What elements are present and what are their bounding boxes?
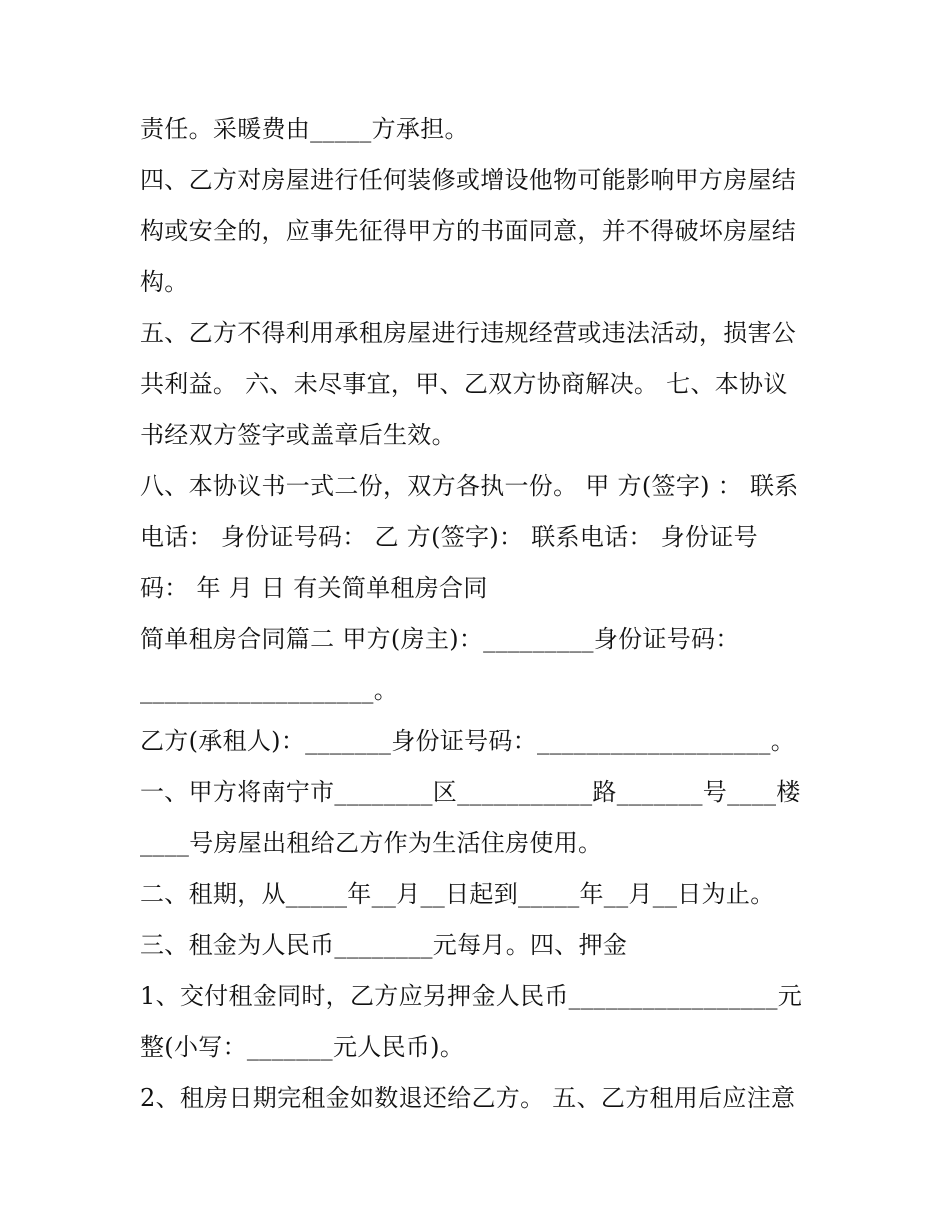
text-line: 1、交付租金同时，乙方应另押金人民币_________________元 [140, 982, 803, 1010]
text-line: 构或安全的，应事先征得甲方的书面同意，并不得破坏房屋结 [140, 217, 797, 245]
text-line: 电话： 身份证号码： 乙 方(签字)： 联系电话： 身份证号 [140, 523, 758, 551]
text-line: 整(小写：_______元人民币)。 [140, 1033, 465, 1061]
text-line: 乙方(承租人)：_______身份证号码：___________________。 [140, 727, 796, 755]
text-line: 码： 年 月 日 有关简单租房合同 [140, 574, 488, 602]
text-line: 一、甲方将南宁市________区___________路_______号____楼 [140, 778, 801, 806]
text-line: 责任。采暖费由_____方承担。 [140, 115, 469, 143]
text-line: 八、本协议书一式二份，双方各执一份。 甲 方(签字) ： 联系 [140, 472, 799, 500]
text-line: 2、租房日期完租金如数退还给乙方。 五、乙方租用后应注意 [140, 1084, 796, 1112]
text-line: 五、乙方不得利用承租房屋进行违规经营或违法活动，损害公 [140, 319, 797, 347]
text-line: 书经双方签字或盖章后生效。 [140, 421, 456, 449]
text-line: 三、租金为人民币________元每月。四、押金 [140, 931, 628, 959]
text-line: 构。 [140, 268, 189, 296]
text-line: ___________________。 [140, 676, 398, 704]
text-line: 共利益。 六、未尽事宜，甲、乙双方协商解决。 七、本协议 [140, 370, 788, 398]
text-line: 四、乙方对房屋进行任何装修或增设他物可能影响甲方房屋结 [140, 166, 797, 194]
text-line: 简单租房合同篇二 甲方(房主)：_________身份证号码： [140, 625, 740, 653]
text-line: ____号房屋出租给乙方作为生活住房使用。 [140, 829, 603, 857]
text-line: 二、租期，从_____年__月__日起到_____年__月__日为止。 [140, 880, 775, 908]
